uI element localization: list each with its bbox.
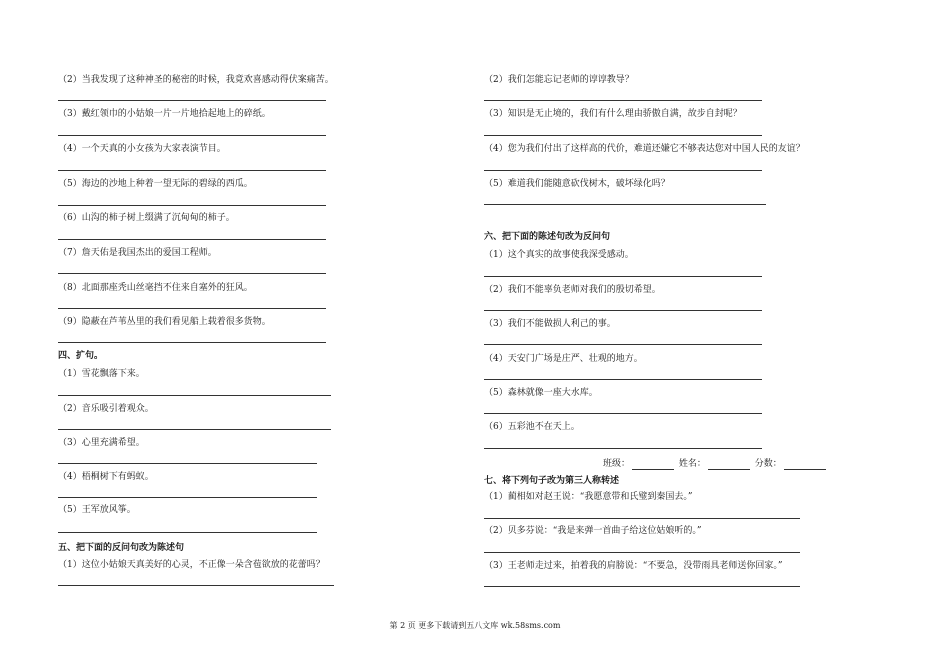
name-field[interactable] bbox=[708, 459, 750, 470]
answer-line[interactable] bbox=[58, 308, 326, 309]
answer-line[interactable] bbox=[484, 518, 800, 519]
question-item: （3）知识是无止境的，我们有什么理由骄傲自满，故步自封呢？ bbox=[484, 109, 742, 119]
answer-line[interactable] bbox=[484, 586, 800, 587]
question-item: （3）我们不能做损人利己的事。 bbox=[484, 319, 616, 329]
question-item: （8）北面那座秃山丝毫挡不住来自塞外的狂风。 bbox=[58, 283, 253, 293]
answer-line[interactable] bbox=[58, 135, 326, 136]
question-item: （3）王老师走过来，拍着我的肩膀说：“不要急，没带雨具老师送你回家。” bbox=[484, 561, 783, 571]
student-info bbox=[603, 458, 828, 470]
answer-line[interactable] bbox=[484, 448, 762, 449]
question-item: （4）您为我们付出了这样高的代价，难道还嫌它不够表达您对中国人民的友谊？ bbox=[484, 144, 805, 154]
question-item: （4）梧桐树下有蚂蚁。 bbox=[58, 472, 154, 482]
section-5-title: 五、把下面的反问句改为陈述句 bbox=[58, 543, 185, 553]
answer-line[interactable] bbox=[58, 532, 317, 533]
answer-line[interactable] bbox=[484, 413, 762, 414]
answer-line[interactable] bbox=[484, 552, 800, 553]
question-item: （5）海边的沙地上种着一望无际的碧绿的西瓜。 bbox=[58, 179, 253, 189]
question-item: （2）当我发现了这种神圣的秘密的时候，我竟欢喜感动得伏案痛苦。 bbox=[58, 75, 334, 85]
question-item: （7）詹天佑是我国杰出的爱国工程师。 bbox=[58, 248, 217, 258]
name-label: 姓名： bbox=[678, 459, 706, 469]
question-item: （2）我们怎能忘记老师的谆谆教导？ bbox=[484, 75, 634, 85]
answer-line[interactable] bbox=[484, 204, 766, 205]
question-item: （1）这位小姑娘天真美好的心灵，不正像一朵含苞欲放的花蕾吗？ bbox=[58, 560, 325, 570]
question-item: （9）隐蔽在芦苇丛里的我们看见船上载着很多货物。 bbox=[58, 317, 271, 327]
question-item: （5）王军放风筝。 bbox=[58, 505, 136, 515]
score-label: 分数： bbox=[754, 459, 782, 469]
answer-line[interactable] bbox=[58, 205, 326, 206]
answer-line[interactable] bbox=[58, 463, 317, 464]
section-4-title: 四、扩句。 bbox=[58, 351, 104, 361]
answer-line[interactable] bbox=[484, 170, 762, 171]
question-item: （6）山沟的柿子树上缀满了沉甸甸的柿子。 bbox=[58, 213, 235, 223]
answer-line[interactable] bbox=[58, 239, 326, 240]
question-item: （6）五彩池不在天上。 bbox=[484, 422, 580, 432]
question-item: （2）贝多芬说：“我是来弹一首曲子给这位姑娘听的。” bbox=[484, 526, 702, 536]
question-item: （3）戴红领巾的小姑娘一片一片地拾起地上的碎纸。 bbox=[58, 109, 271, 119]
question-item: （4）一个天真的小女孩为大家表演节目。 bbox=[58, 144, 226, 154]
question-item: （1）雪花飘落下来。 bbox=[58, 369, 145, 379]
answer-line[interactable] bbox=[58, 342, 326, 343]
answer-line[interactable] bbox=[58, 100, 326, 101]
answer-line[interactable] bbox=[58, 170, 326, 171]
question-item: （4）天安门广场是庄严、壮观的地方。 bbox=[484, 354, 643, 364]
question-item: （5）森林就像一座大水库。 bbox=[484, 388, 598, 398]
answer-line[interactable] bbox=[58, 497, 317, 498]
section-7-title: 七、将下列句子改为第三人称转述 bbox=[484, 476, 620, 486]
score-field[interactable] bbox=[784, 459, 826, 470]
answer-line[interactable] bbox=[58, 273, 326, 274]
answer-line[interactable] bbox=[58, 395, 331, 396]
question-item: （2）我们不能辜负老师对我们的殷切希望。 bbox=[484, 285, 661, 295]
answer-line[interactable] bbox=[58, 585, 334, 586]
answer-line[interactable] bbox=[484, 379, 762, 380]
answer-line[interactable] bbox=[58, 429, 331, 430]
section-6-title: 六、把下面的陈述句改为反问句 bbox=[484, 232, 611, 242]
question-item: （5）难道我们能随意砍伐树木，破坏绿化吗？ bbox=[484, 179, 670, 189]
question-item: （3）心里充满希望。 bbox=[58, 438, 145, 448]
answer-line[interactable] bbox=[484, 276, 762, 277]
class-field[interactable] bbox=[632, 459, 674, 470]
question-item: （1）这个真实的故事使我深受感动。 bbox=[484, 250, 634, 260]
class-label: 班级： bbox=[603, 459, 631, 469]
answer-line[interactable] bbox=[484, 344, 762, 345]
answer-line[interactable] bbox=[484, 100, 762, 101]
answer-line[interactable] bbox=[484, 135, 762, 136]
question-item: （2）音乐吸引着观众。 bbox=[58, 404, 154, 414]
page-footer: 第 2 页 更多下载请到五八文库 wk.58sms.com bbox=[389, 621, 561, 630]
question-item: （1）蔺相如对赵王说：“我愿意带和氏璧到秦国去。” bbox=[484, 492, 693, 502]
answer-line[interactable] bbox=[484, 310, 762, 311]
